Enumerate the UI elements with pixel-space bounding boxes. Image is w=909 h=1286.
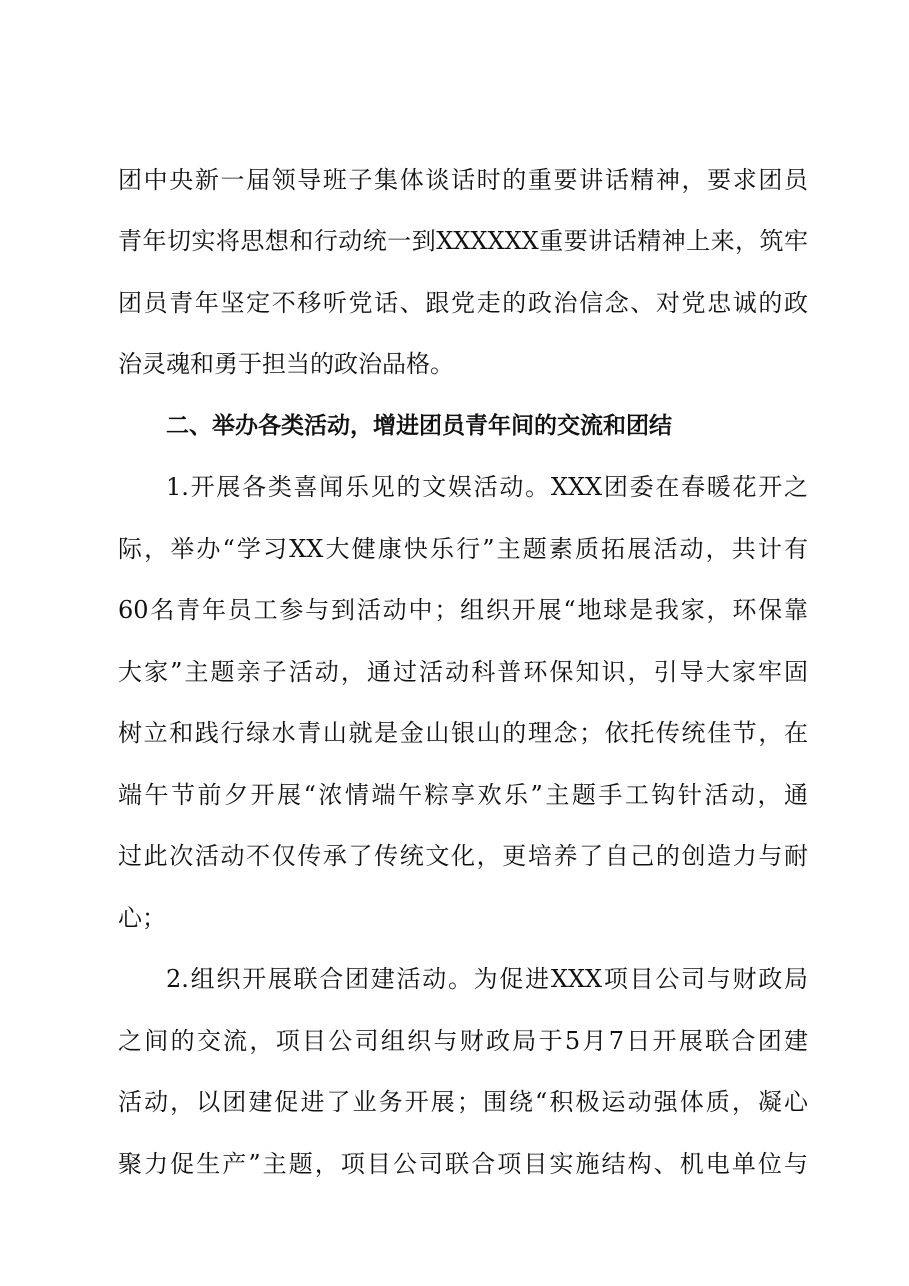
text-line: 端午节前夕开展“浓情端午粽享欢乐”主题手工钩针活动，通 [118,781,808,809]
text-line: 际，举办“学习XX大健康快乐行”主题素质拓展活动，共计有 [118,535,808,563]
text-line: 2.组织开展联合团建活动。为促进XXX项目公司与财政局 [166,965,808,993]
text-line: 1.开展各类喜闻乐见的文娱活动。XXX团委在春暖花开之 [166,473,808,501]
text-line: 聚力促生产”主题，项目公司联合项目实施结构、机电单位与 [118,1150,808,1178]
text-line: 树立和践行绿水青山就是金山银山的理念；依托传统佳节，在 [118,719,808,747]
section-heading: 二、举办各类活动，增进团员青年间的交流和团结 [166,413,672,439]
text-line: 心； [118,904,166,932]
text-line: 团员青年坚定不移听党话、跟党走的政治信念、对党忠诚的政 [118,289,808,317]
text-line: 治灵魂和勇于担当的政治品格。 [118,350,454,378]
text-line: 过此次活动不仅传承了传统文化，更培养了自己的创造力与耐 [118,842,808,870]
text-line: 团中央新一届领导班子集体谈话时的重要讲话精神，要求团员 [118,166,808,194]
text-line: 之间的交流，项目公司组织与财政局于5月7日开展联合团建 [118,1027,808,1055]
text-line: 活动，以团建促进了业务开展；围绕“积极运动强体质，凝心 [118,1088,808,1116]
text-line: 60名青年员工参与到活动中；组织开展“地球是我家，环保靠 [118,596,808,624]
text-line: 大家”主题亲子活动，通过活动科普环保知识，引导大家牢固 [118,658,808,686]
text-line: 青年切实将思想和行动统一到XXXXXX重要讲话精神上来，筑牢 [118,227,808,255]
